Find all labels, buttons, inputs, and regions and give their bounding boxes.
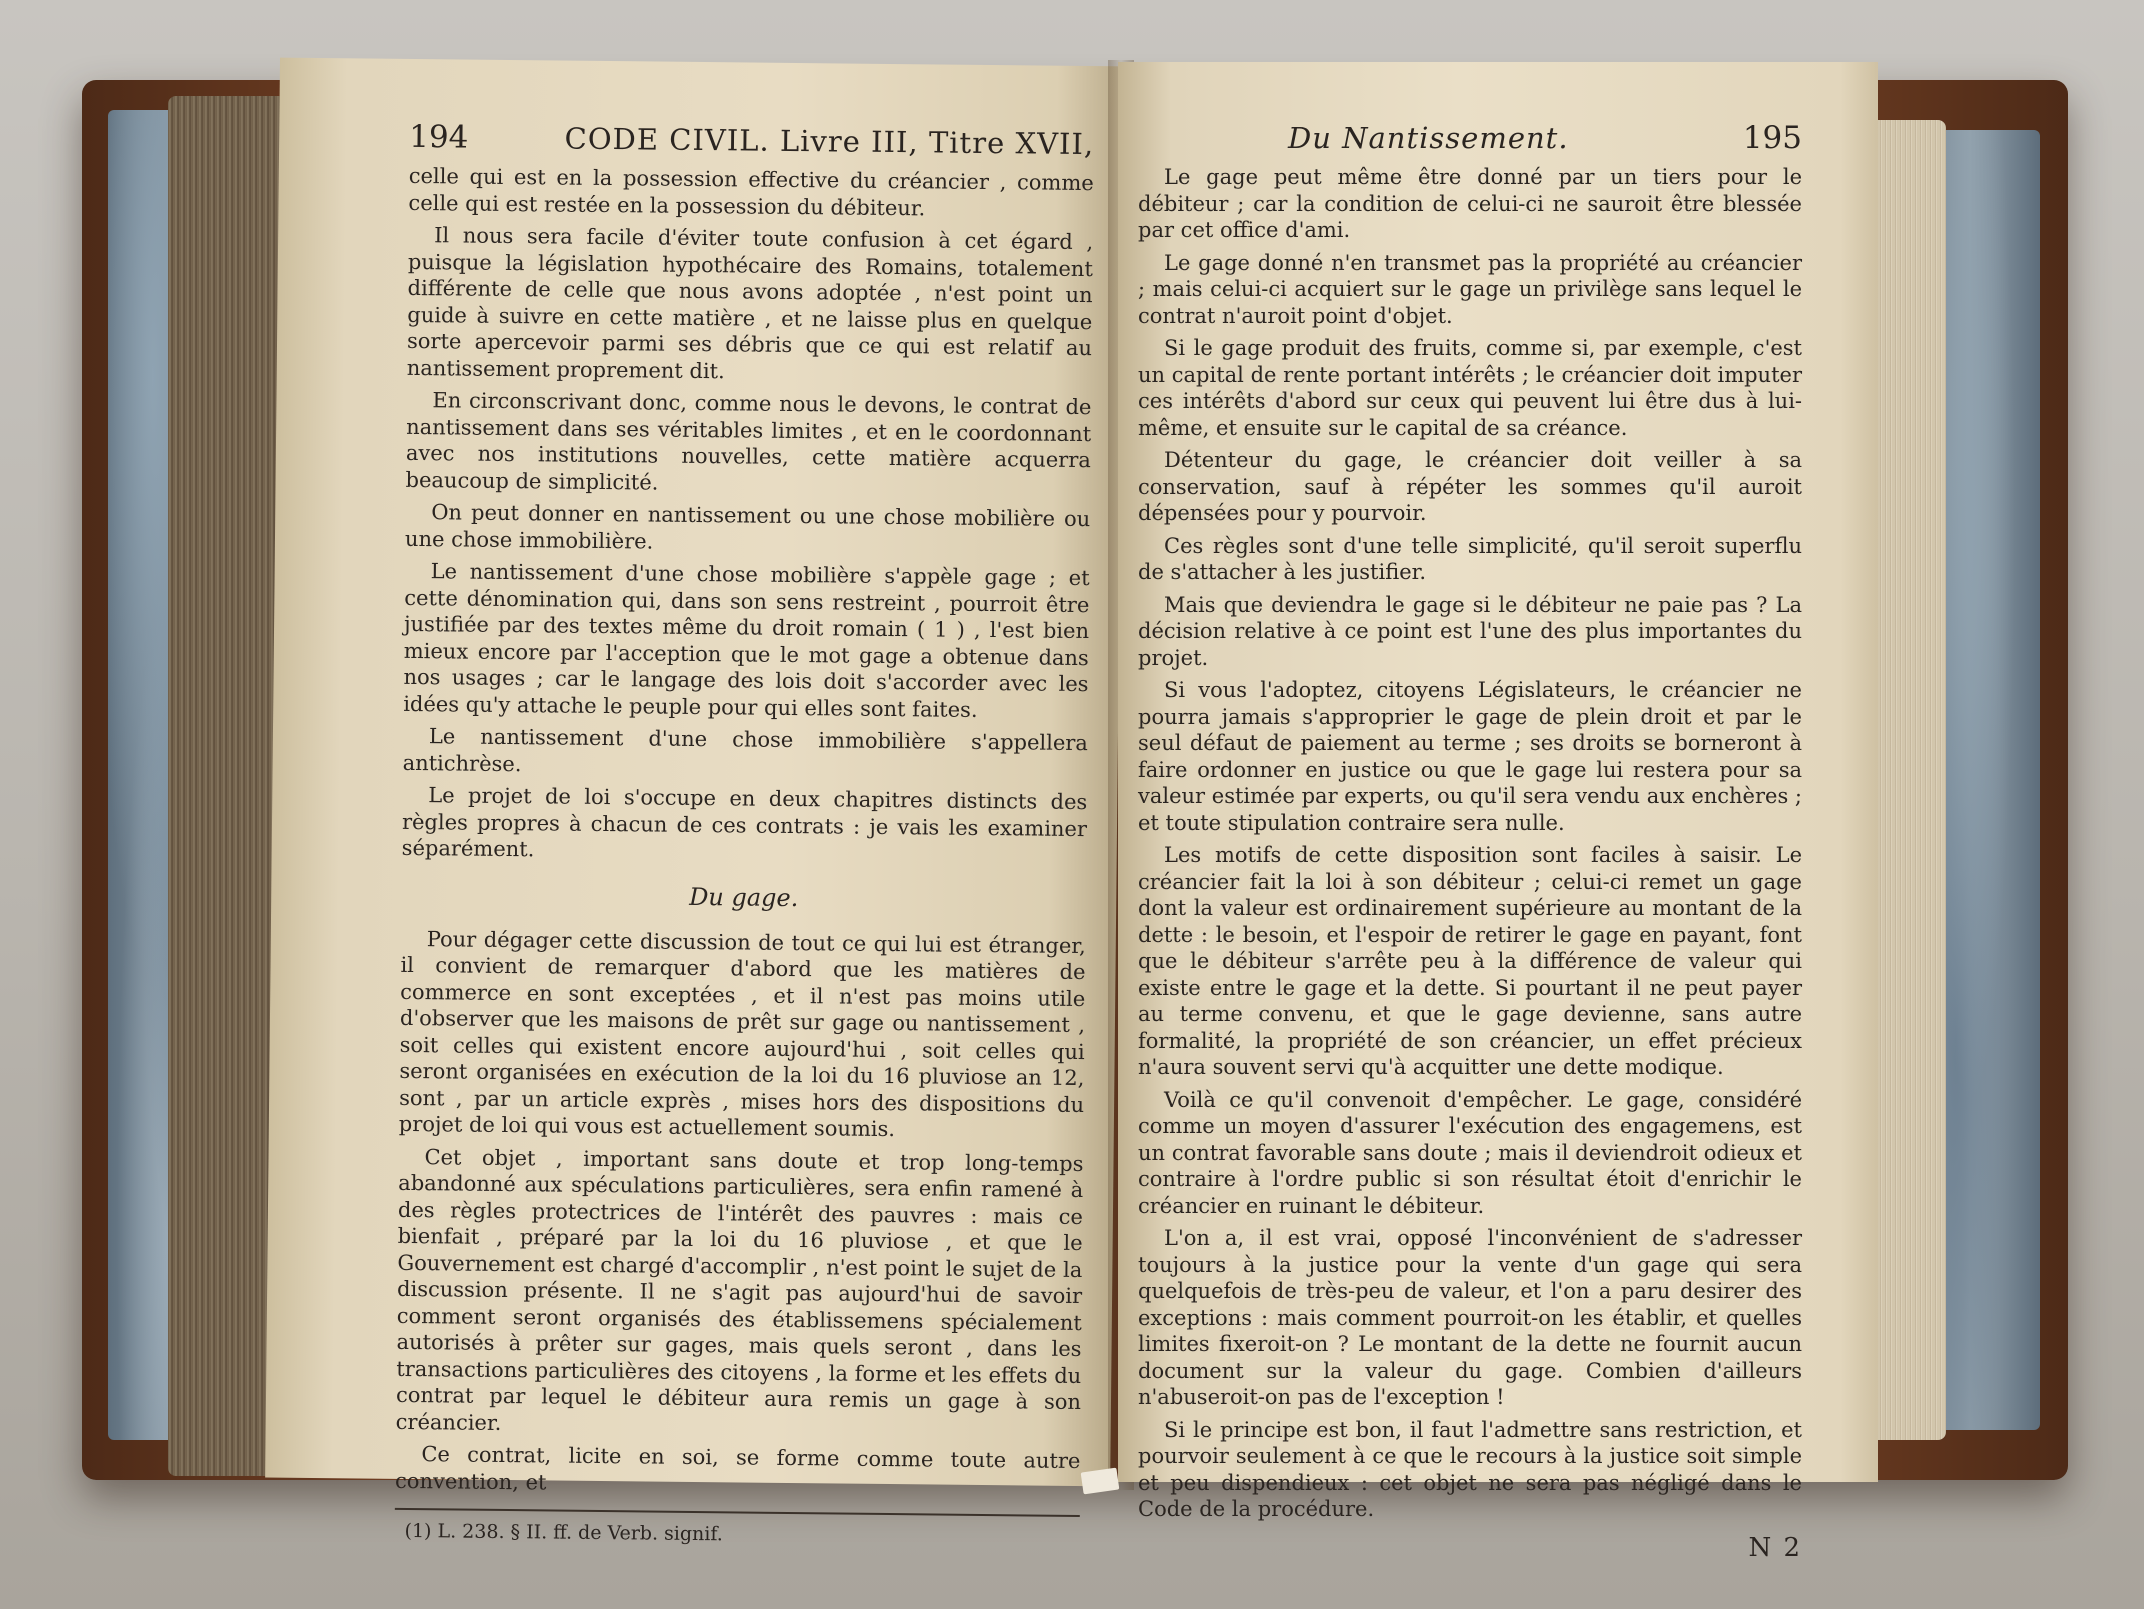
footnote: (1) L. 238. § II. ff. de Verb. signif.: [404, 1519, 723, 1546]
right-paragraph: Le gage donné n'en transmet pas la propriété au créancier ; mais celui-ci acquiert sur le gage un privilège sans lequel le contrat n'auroit point d'objet.: [1138, 250, 1802, 328]
right-paragraph: L'on a, il est vrai, opposé l'inconvénient de s'adresser toujours à la justice pour la vente d'un gage qui sera quelquefois de très-peu de valeur, et l'on a paru desirer des exceptions : mais comment pourroit-on les établir, et quelles limites fixeroit-on ? Le montant de la dette ne fournit aucun document sur la valeur du gage. Combien d'ailleurs n'abuseroit-on pas de l'exception !: [1138, 1226, 1802, 1409]
right-paragraph: Si le gage produit des fruits, comme si, par exemple, c'est un capital de rente portant intérêts ; le créancier doit imputer ces intérêts d'abord sur ceux qui peuvent lui être dus à lui-même, et ensuite sur le capital de sa créance.: [1138, 336, 1802, 440]
right-paragraph: Si le principe est bon, il faut l'admettre sans restriction, et pourvoir seulement à ce que le recours à la justice soit simple et peu dispendieux : cet objet ne sera pas négligé dans le Code de la procédure.: [1138, 1417, 1802, 1521]
right-paragraph: Le gage peut même être donné par un tiers pour le débiteur ; car la condition de celui-ci ne sauroit être blessée par cet office d'ami.: [1138, 165, 1802, 242]
left-paragraph: Pour dégager cette discussion de tout ce qui lui est étranger, il convient de remarquer d'abord que les matières de commerce en sont exceptées , et il n'est pas moins utile d'observer que les maisons de prêt sur gage ou nantissement , soit celles qui existent encore aujourd'hui , soit celles qui seront organisées en exécution de la loi du 16 pluviose an 12, sont , par un article exprès , mises hors des dispositions du projet de loi qui vous est actuellement soumis.: [398, 926, 1086, 1142]
left-paragraph: Ce contrat, licite en soi, se forme comme toute autre convention, et: [395, 1442, 1081, 1494]
right-running-head: Du Nantissement.: [1288, 121, 1569, 155]
right-page-number: 195: [1742, 120, 1802, 156]
left-running-head: CODE CIVIL. Livre III, Titre XVII,: [564, 121, 1095, 162]
right-page: [1118, 62, 1878, 1563]
left-paragraph: On peut donner en nantissement ou une chose mobilière ou une chose immobilière.: [404, 500, 1091, 554]
left-paragraph: Il nous sera facile d'éviter toute confusion à cet égard , puisque la législation hypothécaire des Romains, totalement différente de celle que nous avons adoptée , n'est point un guide à suivre en cette matière , et ne laisse plus en quelque sorte apercevoir parmi ses débris que ce qui est relatif au nantissement proprement dit.: [406, 223, 1094, 383]
left-paragraph: Cet objet , important sans doute et trop long-temps abandonné aux spéculations particulières, sera enfin ramené à des règles protectrices de l'intérêt des pauvres : mais ce bienfait , préparé par la loi du 16 pluviose , et que le Gouvernement est chargé d'accomplir , n'est point le sujet de la discussion présente. Il ne s'agit pas aujourd'hui de savoir comment seront organisés des établissemens spécialement autorisés à prêter sur gages, mais quels seront , dans les transactions particulières des citoyens , la forme et les effets du contrat par lequel le débiteur aura remis un gage à son créancier.: [395, 1144, 1084, 1435]
right-paragraph: Si vous l'adoptez, citoyens Législateurs, le créancier ne pourra jamais s'approprier le gage de plein droit et par le seul défaut de paiement au terme ; ses droits se borneront à faire ordonner en justice ou que le gage lui restera pour sa valeur estimée par experts, ou qu'il sera vendu aux enchères ; et toute stipulation contraire sera nulle.: [1138, 678, 1802, 835]
right-page-header: [1138, 120, 1802, 156]
left-page-header: [409, 119, 1094, 162]
right-paragraph: Les motifs de cette disposition sont faciles à saisir. Le créancier fait la loi à son débiteur ; celui-ci remet un gage dont la valeur est ordinairement supérieure au montant de la dette : le besoin, et l'espoir de retirer le gage en payant, font que le débiteur s'arrête peu à la différence de valeur qui existe entre le gage et la dette. Si pourtant il ne peut payer au terme convenu, et que le gage devienne, sans autre formalité, la propriété de son créancier, un effet précieux n'aura souvent servi qu'à acquitter une dette modique.: [1138, 843, 1802, 1079]
right-paragraph: Voilà ce qu'il convenoit d'empêcher. Le gage, considéré comme un moyen d'assurer l'exécution des engagemens, est un contrat favorable sans doute ; mais il deviendroit odieux et contraire à l'ordre public si son résultat étoit d'enrichir le créancier en ruinant le débiteur.: [1138, 1087, 1802, 1218]
left-page: [265, 58, 1125, 1546]
left-paragraph: Le nantissement d'une chose mobilière s'appèle gage ; et cette dénomination qui, dans son sens restreint , pourroit être justifiée par des textes même du droit romain ( 1 ) , l'est bien mieux encore par l'acception que le mot gage a obtenue dans nos usages ; car le langage des lois doit s'accorder avec les idées qu'y attache le peuple pour qui elles sont faites.: [403, 559, 1090, 722]
right-paragraph: Mais que deviendra le gage si le débiteur ne paie pas ? La décision relative à ce point est l'une des plus importantes du projet.: [1138, 592, 1802, 670]
signature-mark: N 2: [1748, 1532, 1802, 1563]
left-page-number: 194: [409, 118, 469, 156]
section-heading: Du gage.: [689, 882, 799, 912]
left-paragraph: Le nantissement d'une chose immobilière s'appellera antichrèse.: [402, 724, 1089, 776]
left-paragraph: Le projet de loi s'occupe en deux chapitres distincts des règles propres à chacun de ces contrats : je vais les examiner séparément.: [401, 783, 1088, 862]
left-paragraph: celle qui est en la possession effective du créancier , comme celle qui est restée en la possession du débiteur.: [408, 163, 1094, 220]
right-paragraph: Détenteur du gage, le créancier doit veiller à sa conservation, sauf à répéter les sommes qu'il auroit dépensées pour y pourvoir.: [1138, 448, 1802, 525]
left-paragraph: En circonscrivant donc, comme nous le devons, le contrat de nantissement dans ses véritables limites , et en le coordonnant avec nos institutions nouvelles, cette matière acquerra beaucoup de simplicité.: [405, 388, 1092, 495]
right-paragraph: Ces règles sont d'une telle simplicité, qu'il seroit superflu de s'attacher à les justifier.: [1138, 533, 1802, 584]
